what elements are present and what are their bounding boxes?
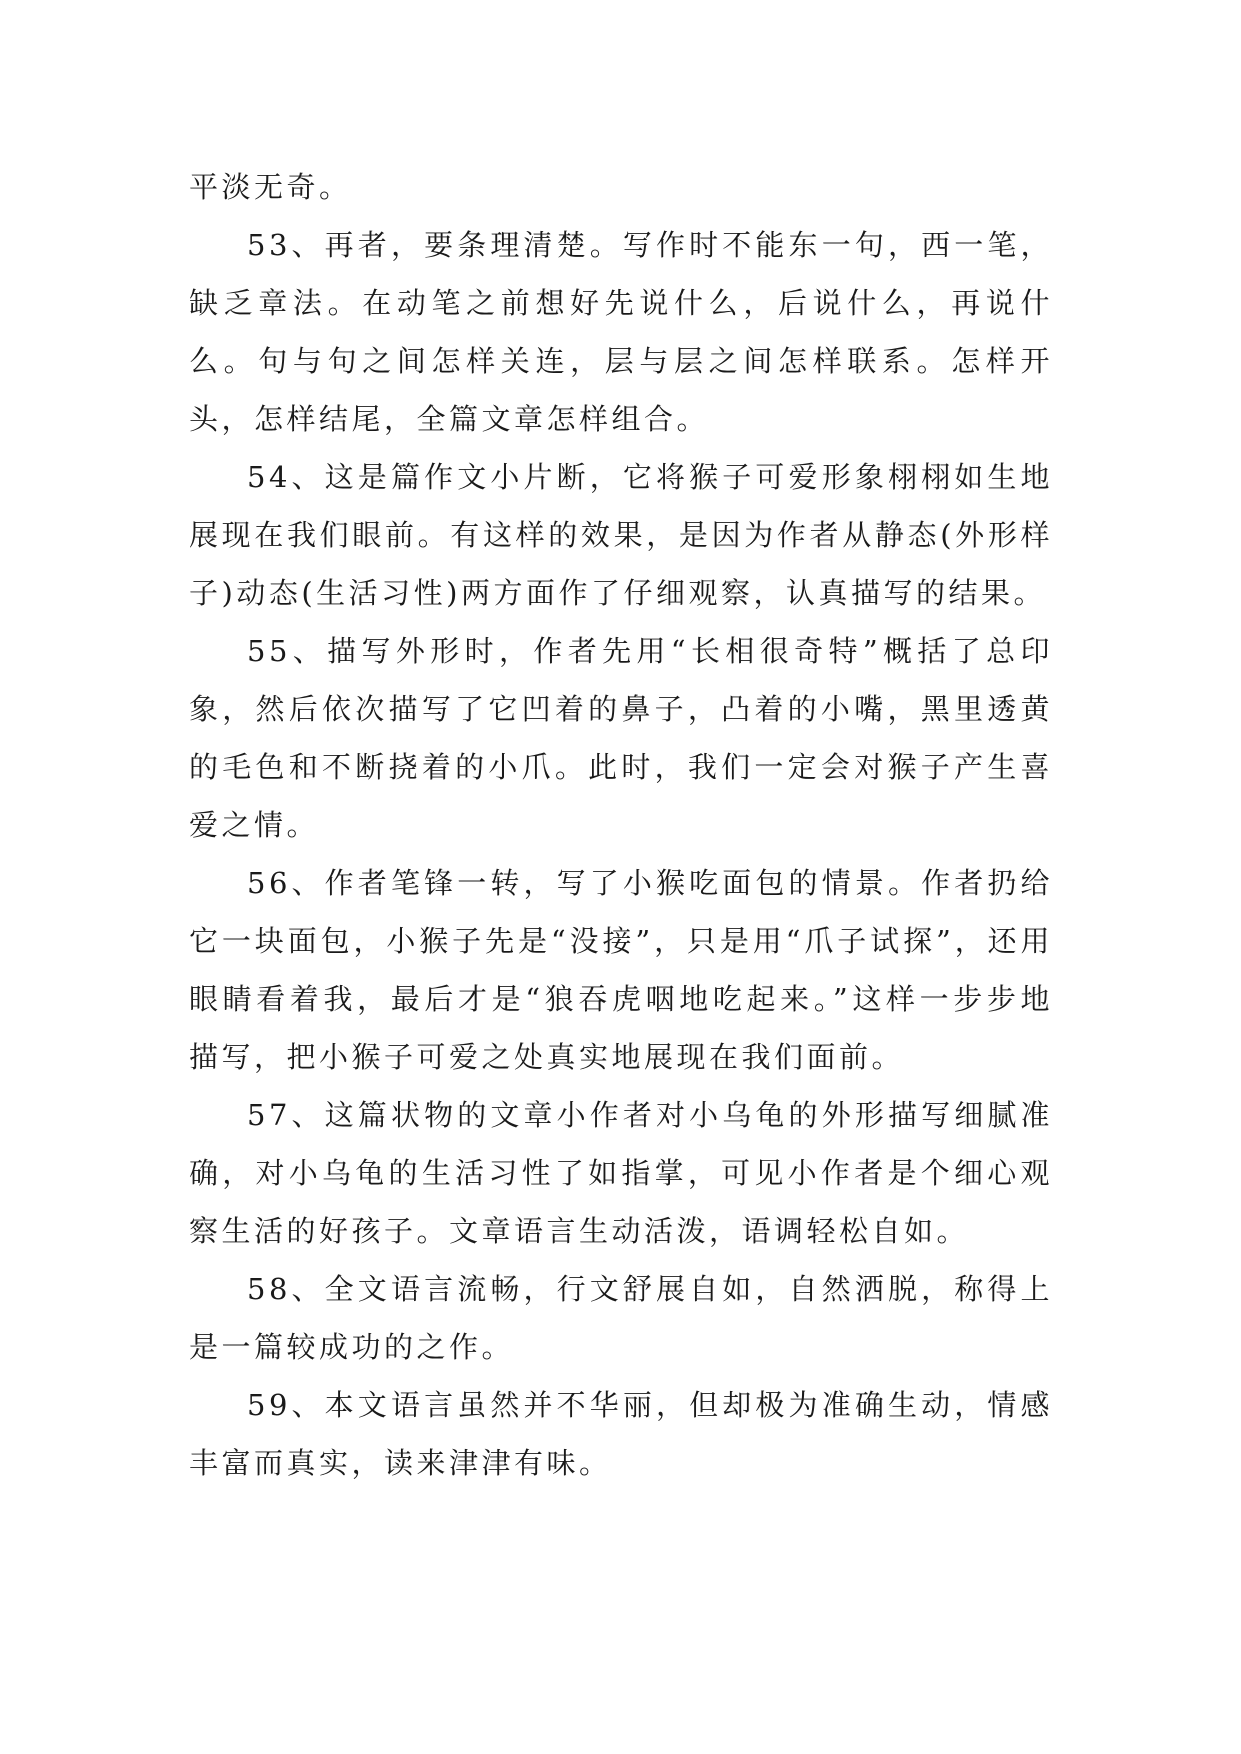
paragraph-57: 57、这篇状物的文章小作者对小乌龟的外形描写细腻准确，对小乌龟的生活习性了如指掌，可见小作者是个细心观察生活的好孩子。文章语言生动活泼，语调轻松自如。	[189, 1098, 1053, 1248]
paragraph-56: 56、作者笔锋一转，写了小猴吃面包的情景。作者扔给它一块面包，小猴子先是“没接”，只是用“爪子试探”，还用眼睛看着我，最后才是“狼吞虎咽地吃起来。”这样一步步地描写，把小猴子可爱之处真实地展现在我们面前。	[189, 866, 1053, 1074]
paragraph-59: 59、本文语言虽然并不华丽，但却极为准确生动，情感丰富而真实，读来津津有味。	[189, 1388, 1053, 1480]
paragraph-53: 53、再者，要条理清楚。写作时不能东一句，西一笔，缺乏章法。在动笔之前想好先说什么，后说什么，再说什么。句与句之间怎样关连，层与层之间怎样联系。怎样开头，怎样结尾，全篇文章怎样组合。	[189, 228, 1053, 436]
document-body	[189, 158, 1053, 1492]
paragraph-continuation: 平淡无奇。	[189, 170, 352, 204]
paragraph-54: 54、这是篇作文小片断，它将猴子可爱形象栩栩如生地展现在我们眼前。有这样的效果，是因为作者从静态(外形样子)动态(生活习性)两方面作了仔细观察，认真描写的结果。	[189, 460, 1053, 610]
paragraph-55: 55、描写外形时，作者先用“长相很奇特”概括了总印象，然后依次描写了它凹着的鼻子，凸着的小嘴，黑里透黄的毛色和不断挠着的小爪。此时，我们一定会对猴子产生喜爱之情。	[189, 634, 1053, 842]
paragraph-58: 58、全文语言流畅，行文舒展自如，自然洒脱，称得上是一篇较成功的之作。	[189, 1272, 1053, 1364]
